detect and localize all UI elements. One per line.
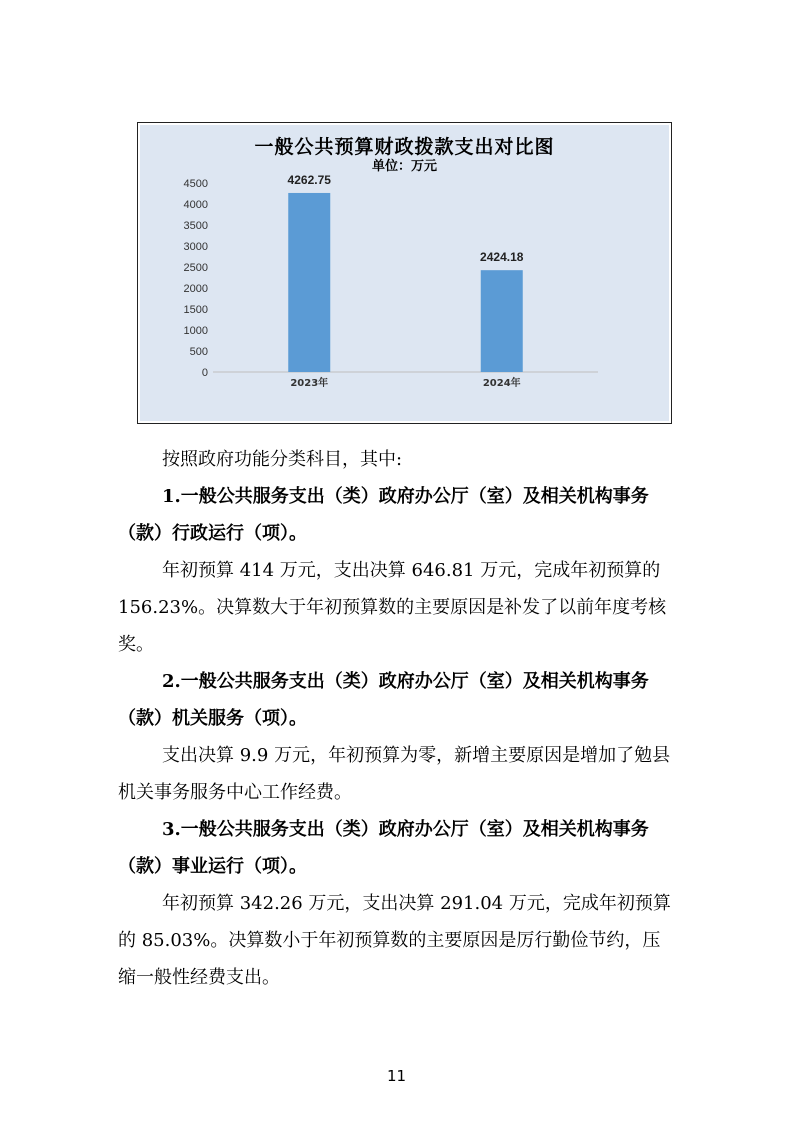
y-tick-label: 4500: [183, 178, 208, 190]
y-tick-label: 0: [201, 367, 208, 379]
y-tick-label: 1500: [183, 304, 208, 316]
y-tick-label: 3500: [183, 220, 208, 232]
chart-canvas: [138, 123, 673, 425]
section-3-heading: 3.一般公共服务支出（类）政府办公厅（室）及相关机构事务（款）事业运行（项）。: [118, 819, 649, 877]
page-number: 11: [386, 1067, 407, 1085]
section-2-heading: 2.一般公共服务支出（类）政府办公厅（室）及相关机构事务（款）机关服务（项）。: [118, 671, 649, 729]
bar-value-label: 4262.75: [287, 172, 331, 187]
section-2-body: 支出决算 9.9 万元，年初预算为零，新增主要原因是增加了勉县机关事务服务中心工作经费。: [118, 745, 671, 803]
x-tick-label: 2023年: [290, 378, 329, 389]
section-1-heading: 1.一般公共服务支出（类）政府办公厅（室）及相关机构事务（款）行政运行（项）。: [118, 486, 649, 544]
bar: [481, 270, 523, 372]
bar-value-label: 2424.18: [480, 250, 524, 265]
expenditure-comparison-chart: [137, 122, 672, 424]
bar: [288, 193, 330, 372]
y-tick-label: 500: [189, 346, 208, 358]
y-tick-label: 2500: [183, 262, 208, 274]
y-tick-label: 4000: [183, 199, 208, 211]
document-body: [118, 441, 678, 996]
y-tick-label: 3000: [183, 241, 208, 253]
chart-subtitle: 单位：万元: [371, 159, 437, 174]
chart-title: 一般公共预算财政拨款支出对比图: [254, 136, 555, 158]
y-tick-label: 1000: [183, 325, 208, 337]
y-tick-label: 2000: [183, 283, 208, 295]
section-1-body: 年初预算 414 万元，支出决算 646.81 万元，完成年初预算的 156.23%。决算数大于年初预算数的主要原因是补发了以前年度考核奖。: [118, 560, 667, 655]
x-tick-label: 2024年: [482, 378, 521, 389]
intro-paragraph: 按照政府功能分类科目，其中:: [162, 449, 403, 470]
section-3-body: 年初预算 342.26 万元，支出决算 291.04 万元，完成年初预算的 85.03%。决算数小于年初预算数的主要原因是厉行勤俭节约，压缩一般性经费支出。: [118, 893, 671, 988]
